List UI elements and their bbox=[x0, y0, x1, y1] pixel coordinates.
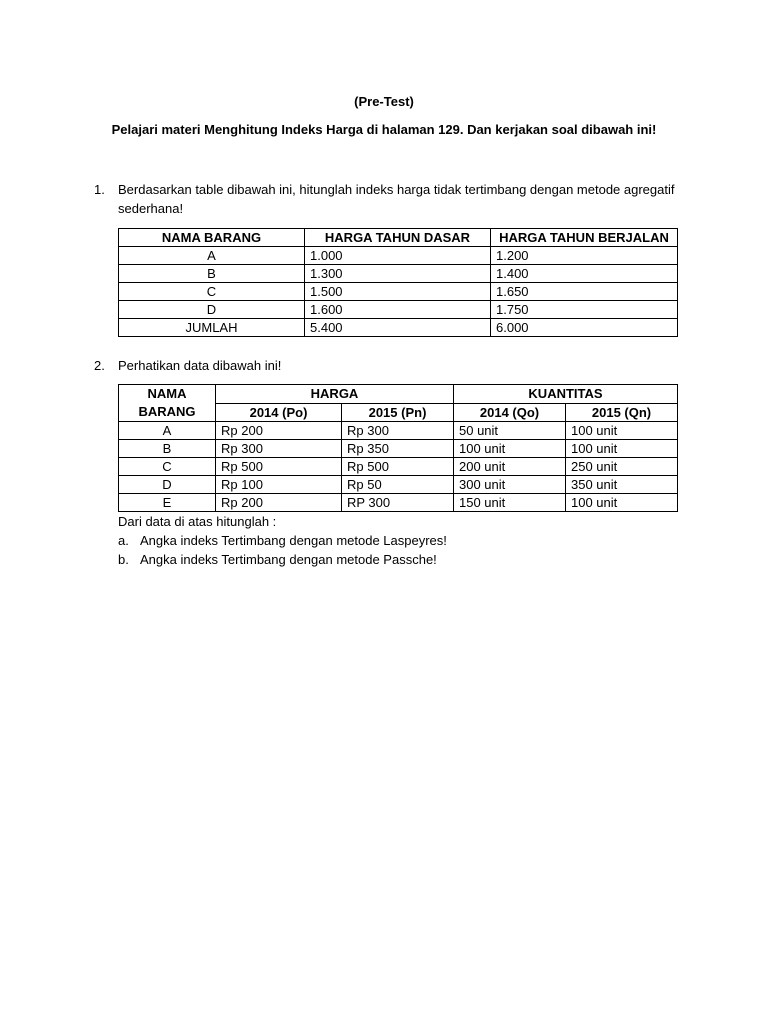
option-a bbox=[118, 531, 447, 550]
table-cell: 1.200 bbox=[491, 247, 678, 265]
header-harga: HARGA bbox=[216, 385, 454, 404]
table-cell: 100 unit bbox=[566, 422, 678, 440]
table-cell: C bbox=[119, 458, 216, 476]
table-row bbox=[119, 476, 678, 494]
table-cell: 100 unit bbox=[566, 440, 678, 458]
header-kuantitas: KUANTITAS bbox=[454, 385, 678, 404]
table-cell: 1.400 bbox=[491, 265, 678, 283]
header-nama-barang: NAMA BARANG bbox=[119, 229, 305, 247]
table-cell: Rp 500 bbox=[216, 458, 342, 476]
table-cell: A bbox=[119, 247, 305, 265]
table-cell: 6.000 bbox=[491, 319, 678, 337]
header-nama-line-2: BARANG bbox=[138, 404, 196, 419]
table-row-total bbox=[119, 319, 678, 337]
table-cell: 300 unit bbox=[454, 476, 566, 494]
table-cell: 1.300 bbox=[305, 265, 491, 283]
table-cell: B bbox=[119, 265, 305, 283]
table-cell: 100 unit bbox=[454, 440, 566, 458]
header-nama-line-1: NAMA bbox=[147, 386, 187, 401]
table-row bbox=[119, 494, 678, 512]
table-cell: E bbox=[119, 494, 216, 512]
header-harga-dasar: HARGA TAHUN DASAR bbox=[305, 229, 491, 247]
table-cell: 100 unit bbox=[566, 494, 678, 512]
table-cell: RP 300 bbox=[342, 494, 454, 512]
table-cell: 250 unit bbox=[566, 458, 678, 476]
option-b bbox=[118, 550, 437, 569]
question-1-text: Berdasarkan table dibawah ini, hitunglah indeks harga tidak tertimbang dengan metode agregatif sederhana! bbox=[118, 182, 675, 216]
table-cell: Rp 200 bbox=[216, 494, 342, 512]
table-cell: D bbox=[119, 301, 305, 319]
table-cell: JUMLAH bbox=[119, 319, 305, 337]
table-cell: 1.650 bbox=[491, 283, 678, 301]
table-cell: D bbox=[119, 476, 216, 494]
question-2 bbox=[94, 356, 694, 375]
table-row bbox=[119, 440, 678, 458]
table-header-row bbox=[119, 229, 678, 247]
question-2-number: 2. bbox=[94, 358, 105, 373]
table-row bbox=[119, 247, 678, 265]
table-cell: B bbox=[119, 440, 216, 458]
table-row bbox=[119, 422, 678, 440]
table-cell: 50 unit bbox=[454, 422, 566, 440]
table-row bbox=[119, 283, 678, 301]
table-cell: 150 unit bbox=[454, 494, 566, 512]
table-row bbox=[119, 458, 678, 476]
table-header-row bbox=[119, 385, 678, 404]
header-2015-qn: 2015 (Qn) bbox=[566, 403, 678, 422]
page-subtitle: Pelajari materi Menghitung Indeks Harga di halaman 129. Dan kerjakan soal dibawah ini! bbox=[111, 122, 657, 137]
table-cell: 200 unit bbox=[454, 458, 566, 476]
option-b-letter: b. bbox=[118, 552, 129, 567]
table-cell: 1.500 bbox=[305, 283, 491, 301]
header-nama-barang bbox=[119, 385, 216, 422]
table-cell: Rp 200 bbox=[216, 422, 342, 440]
table-cell: Rp 300 bbox=[216, 440, 342, 458]
table-row bbox=[119, 301, 678, 319]
table-cell: 1.750 bbox=[491, 301, 678, 319]
option-a-letter: a. bbox=[118, 533, 129, 548]
table-cell: Rp 300 bbox=[342, 422, 454, 440]
table-cell: 1.000 bbox=[305, 247, 491, 265]
question-1-number: 1. bbox=[94, 182, 105, 197]
table-cell: Rp 350 bbox=[342, 440, 454, 458]
table-cell: 350 unit bbox=[566, 476, 678, 494]
table-cell: Rp 500 bbox=[342, 458, 454, 476]
price-table bbox=[118, 228, 678, 337]
table-cell: A bbox=[119, 422, 216, 440]
option-a-text: Angka indeks Tertimbang dengan metode Laspeyres! bbox=[140, 533, 447, 548]
question-2-text: Perhatikan data dibawah ini! bbox=[118, 358, 282, 373]
instruction-text: Dari data di atas hitunglah : bbox=[118, 514, 277, 529]
price-quantity-table bbox=[118, 384, 678, 512]
header-2015-pn: 2015 (Pn) bbox=[342, 403, 454, 422]
table-cell: 1.600 bbox=[305, 301, 491, 319]
table-cell: Rp 100 bbox=[216, 476, 342, 494]
header-2014-qo: 2014 (Qo) bbox=[454, 403, 566, 422]
header-2014-po: 2014 (Po) bbox=[216, 403, 342, 422]
question-1 bbox=[94, 180, 694, 218]
table-cell: Rp 50 bbox=[342, 476, 454, 494]
header-harga-berjalan: HARGA TAHUN BERJALAN bbox=[491, 229, 678, 247]
table-row bbox=[119, 265, 678, 283]
table-cell: 5.400 bbox=[305, 319, 491, 337]
page-title: (Pre-Test) bbox=[354, 94, 414, 109]
option-b-text: Angka indeks Tertimbang dengan metode Passche! bbox=[140, 552, 437, 567]
table-cell: C bbox=[119, 283, 305, 301]
